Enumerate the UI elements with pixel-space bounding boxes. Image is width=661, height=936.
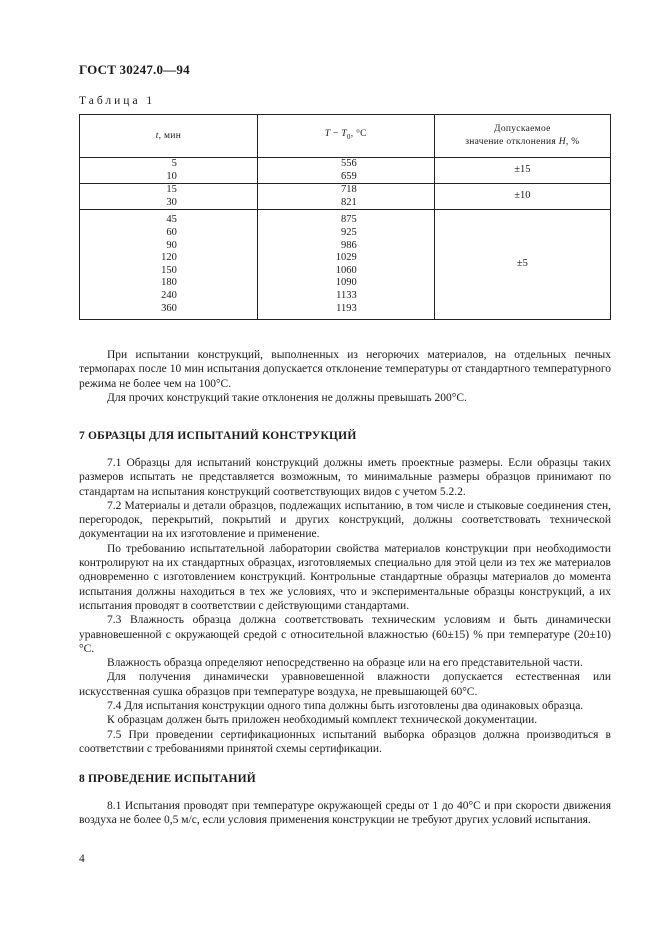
cell-deviation: ±15 — [434, 158, 610, 184]
paragraph: 7.1 Образцы для испытаний конструкций должны иметь проектные размеры. Если образцы таких размеров испытать не представляется возможным, то минимальные размеры образцов принимают по стандартам на испытания конструкций соответствующих видов с учетом 5.2.2. — [79, 457, 611, 498]
table-header-row — [80, 115, 611, 158]
table-row — [80, 158, 611, 184]
header-temperature: $T - T_0$, °С — [257, 115, 434, 158]
paragraph: Влажность образца определяют непосредственно на образце или на его представительной части. — [107, 657, 583, 670]
paragraph: 7.5 При проведении сертификационных испытаний выборка образцов должна производиться в соответствии с требованиями принятой схемы сертификации. — [79, 728, 611, 755]
section-8-body — [79, 799, 611, 828]
table-row — [80, 184, 611, 210]
section-7-title: 7 ОБРАЗЦЫ ДЛЯ ИСПЫТАНИЙ КОНСТРУКЦИЙ — [79, 430, 357, 442]
cell-temperature: 556 659 — [257, 158, 434, 184]
paragraph: При испытании конструкций, выполненных из негорючих материалов, на отдельных печных термопарах после 10 мин испытания допускается отклонение температуры от стандартного температурного режима не более чем на 100°С. — [79, 349, 611, 390]
page-number: 4 — [79, 853, 85, 865]
section-8-title: 8 ПРОВЕДЕНИЕ ИСПЫТАНИЙ — [79, 773, 256, 785]
section-7-body — [79, 456, 611, 756]
paragraph: Для получения динамически уравновешенной влажности допускается естественная или искусственная сушка образцов при температуре воздуха, не превышающей 60°С. — [79, 671, 611, 698]
cell-time: 45 60 90 120 150 180 240 360 — [80, 210, 258, 320]
data-table — [79, 114, 611, 320]
table-row — [80, 210, 611, 320]
cell-deviation: ±10 — [434, 184, 610, 210]
paragraph: 8.1 Испытания проводят при температуре окружающей среды от 1 до 40°С и при скорости движения воздуха не более 0,5 м/с, если условия применения конструкции не требуют других условий испытания. — [79, 800, 611, 827]
cell-deviation: ±5 — [434, 210, 610, 320]
paragraph: Для прочих конструкций такие отклонения не должны превышать 200°С. — [107, 391, 467, 404]
cell-temperature: 718 821 — [257, 184, 434, 210]
paragraph: 7.3 Влажность образца должна соответствовать техническим условиям и быть динамически уравновешенной с окружающей средой с относительной влажностью (60±15) % при температуре (20±10)°С. — [79, 614, 611, 655]
cell-time: 5 10 — [80, 158, 258, 184]
paragraph: 7.4 Для испытания конструкции одного типа должны быть изготовлены два одинаковых образца. — [107, 700, 584, 713]
header-deviation: Допускаемое значение отклонения H, % — [434, 115, 610, 158]
paragraph: По требованию испытательной лаборатории свойства материалов конструкции при необходимости контролируют на их стандартных образцах, изготовляемых специально для этой цели из тех же материалов одновременно с изготовлением конструкций. Контрольные стандартные образцы материалов до момента испытания должны находиться в тех же условиях, что и экспериментальные образцы конструкций, а их испытания проводят в соответствии с действующими стандартами. — [79, 542, 611, 612]
table-caption: Таблица 1 — [79, 95, 156, 107]
paragraph-block-a — [79, 348, 611, 405]
document-header: ГОСТ 30247.0—94 — [79, 62, 190, 77]
cell-time: 15 30 — [80, 184, 258, 210]
paragraph: К образцам должен быть приложен необходимый комплект технической документации. — [107, 714, 538, 727]
cell-temperature: 875 925 986 1029 1060 1090 1133 1193 — [257, 210, 434, 320]
paragraph: 7.2 Материалы и детали образцов, подлежащих испытанию, в том числе и стыковые соединения стен, перегородок, перекрытий, покрытий и других конструкций, должны соответствовать технической документации на их изготовление и применение. — [79, 499, 611, 541]
header-time: t, мин — [80, 115, 258, 158]
